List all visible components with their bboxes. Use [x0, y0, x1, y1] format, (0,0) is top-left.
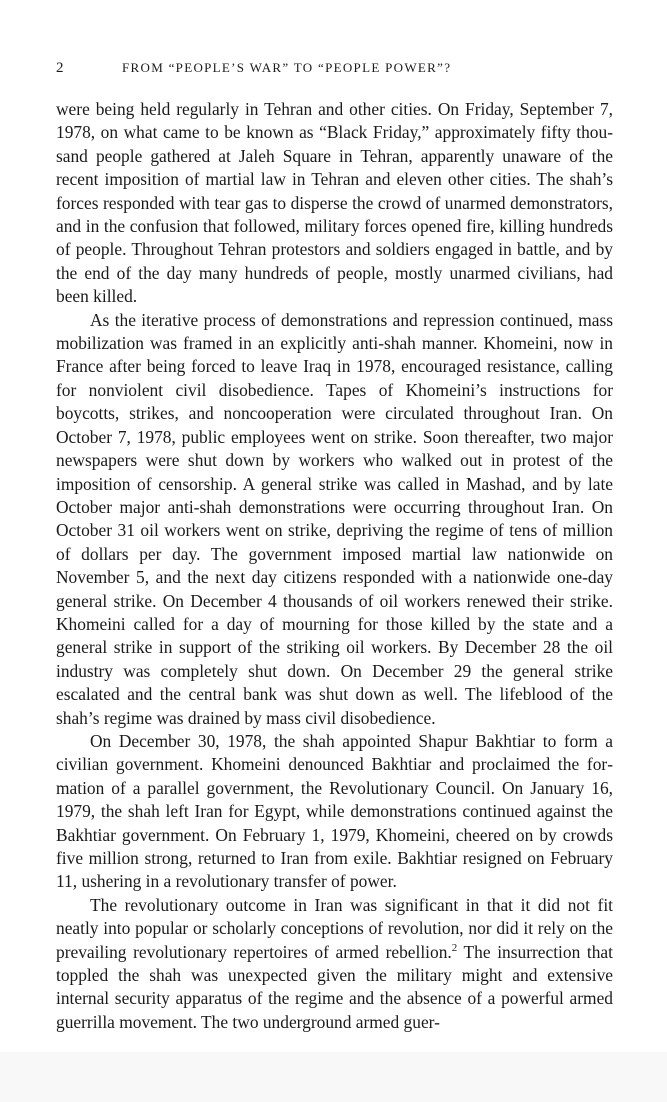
- running-head-title: FROM “PEOPLE’S WAR” TO “PEOPLE POWER”?: [122, 60, 452, 75]
- paragraph-2: As the iterative process of demonstrations and repression continued, mass mobilization was framed in an explicitly anti-shah manner. Khomeini, now in France after being forced to leave Iraq in 1978, encouraged resistance, calling for nonviolent civil disobedience. Tapes of Khomeini’s instructions for boycotts, strikes, and noncooperation were circulated throughout Iran. On October 7, 1978, public employees went on strike. Soon thereafter, two major newspapers were shut down by workers who walked out in protest of the imposition of censorship. A general strike was called in Mashad, and by late October major anti-shah demonstrations were occurring throughout Iran. On October 31 oil workers went on strike, depriving the regime of tens of million of dollars per day. The government imposed martial law nationwide on November 5, and the next day citizens responded with a nationwide one-day general strike. On December 4 thousands of oil workers renewed their strike. Khomeini called for a day of mourning for those killed by the state and a general strike in support of the striking oil workers. By December 28 the oil industry was completely shut down. On December 29 the general strike escalated and the central bank was shut down as well. The lifeblood of the shah’s regime was drained by mass civil disobedience.: [56, 309, 613, 728]
- page-number: 2: [56, 60, 64, 76]
- page-bottom-margin: [0, 1052, 667, 1102]
- paragraph-4-text-continued: The insurrection that toppled the shah was unexpected given the military might and extensive internal security apparatus of the regime and the absence of a powerful armed guerrilla movement. The two underground armed guer-: [56, 941, 613, 1032]
- footnote-reference: 2: [451, 941, 458, 954]
- body-text: [56, 98, 613, 1034]
- running-head: [56, 58, 612, 78]
- paragraph-4-text: The revolutionary outcome in Iran was significant in that it did not fit neatly into popular or scholarly conceptions of revolution, nor did it rely on the prevailing revolutionary repertoires of armed rebellion.: [56, 894, 613, 962]
- paragraph-1: were being held regularly in Tehran and other cities. On Friday, September 7, 1978, on what came to be known as “Black Friday,” approximately fifty thousand people gathered at Jaleh Square in Tehran, apparently unaware of the recent imposition of martial law in Tehran and eleven other cities. The shah’s forces responded with tear gas to disperse the crowd of unarmed demonstrators, and in the confusion that followed, military forces opened fire, killing hundreds of people. Throughout Tehran protestors and soldiers engaged in battle, and by the end of the day many hundreds of people, mostly unarmed civilians, had been killed.: [56, 99, 613, 307]
- paragraph-4: [56, 894, 613, 1034]
- paragraph-3: On December 30, 1978, the shah appointed Shapur Bakhtiar to form a civilian government. Khomeini denounced Bakhtiar and proclaimed the formation of a parallel government, the Revolutionary Council. On January 16, 1979, the shah left Iran for Egypt, while demonstrations continued against the Bakhtiar government. On February 1, 1979, Khomeini, cheered on by crowds five million strong, returned to Iran from exile. Bakhtiar resigned on February 11, ushering in a revolutionary transfer of power.: [56, 730, 613, 892]
